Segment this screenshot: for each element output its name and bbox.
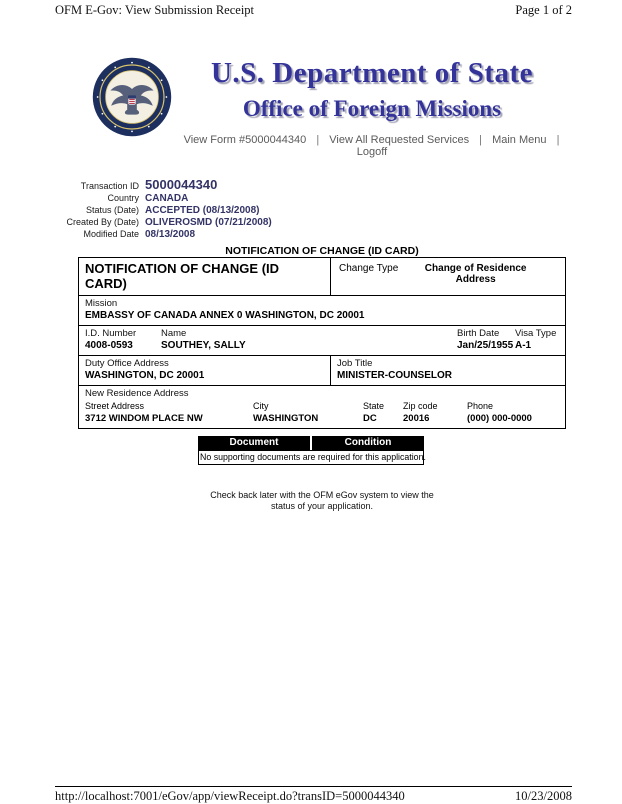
modified-date-value: 08/13/2008 xyxy=(145,229,196,240)
visa-type-value: A-1 xyxy=(515,340,532,351)
state-value: DC xyxy=(363,413,377,424)
street-field xyxy=(85,401,253,424)
form-title-row xyxy=(79,258,565,295)
created-by-value: OLIVEROSMD (07/21/2008) xyxy=(145,217,272,228)
phone-label: Phone xyxy=(467,401,494,411)
duty-office-value: WASHINGTON, DC 20001 xyxy=(85,370,205,381)
modified-date-row xyxy=(35,229,272,240)
name-label: Name xyxy=(161,328,187,339)
change-type-label: Change Type xyxy=(339,263,399,274)
modified-date-label: Modified Date xyxy=(83,229,139,239)
office-title: Office of Foreign Missions xyxy=(242,96,502,121)
status-value: ACCEPTED (08/13/2008) xyxy=(145,205,260,216)
transaction-summary xyxy=(35,177,272,241)
visa-type-label: Visa Type xyxy=(515,328,557,339)
birth-date-value: Jan/25/1955 xyxy=(457,340,514,351)
duty-job-row xyxy=(79,355,565,385)
street-label: Street Address xyxy=(85,401,145,411)
city-value: WASHINGTON xyxy=(253,413,319,424)
birth-date-label: Birth Date xyxy=(457,328,500,339)
print-footer-url: http://localhost:7001/eGov/app/viewReceipt.do?transID=5000044340 xyxy=(55,789,405,803)
notification-form-table xyxy=(78,257,566,429)
duty-office-field xyxy=(79,356,331,385)
agency-title: U.S. Department of State xyxy=(210,57,534,89)
check-back-note xyxy=(55,490,589,512)
birth-date-field xyxy=(451,328,514,351)
zip-field xyxy=(403,401,467,424)
country-row xyxy=(35,193,272,204)
zip-value: 20016 xyxy=(403,413,430,424)
status-label: Status (Date) xyxy=(85,205,139,215)
print-page-number: Page 1 of 2 xyxy=(515,3,572,17)
nav-logoff-link[interactable]: Logoff xyxy=(356,146,388,158)
print-footer xyxy=(55,786,572,804)
documents-note: No supporting documents are required for this application. xyxy=(198,450,424,465)
name-value: SOUTHEY, SALLY xyxy=(161,340,246,351)
new-residence-row xyxy=(79,385,565,428)
change-type-value: Change of Residence Address xyxy=(424,263,527,285)
phone-value: (000) 000-0000 xyxy=(467,413,532,424)
print-footer-date: 10/23/2008 xyxy=(515,789,572,803)
print-header-title: OFM E-Gov: View Submission Receipt xyxy=(55,3,255,17)
nav-separator: | xyxy=(316,134,320,146)
visa-type-field xyxy=(509,328,565,351)
check-back-note-line2: status of your application. xyxy=(270,501,374,511)
transaction-id-row xyxy=(35,177,272,192)
country-value: CANADA xyxy=(145,193,189,204)
id-number-value: 4008-0593 xyxy=(85,340,133,351)
job-title-label: Job Title xyxy=(337,358,373,369)
condition-column-header: Condition xyxy=(312,436,424,450)
identity-row xyxy=(79,325,565,355)
new-residence-label: New Residence Address xyxy=(85,388,189,399)
status-row xyxy=(35,205,272,216)
nav-view-all-services-link[interactable]: View All Requested Services xyxy=(329,134,470,146)
zip-label: Zip code xyxy=(403,401,438,411)
city-label: City xyxy=(253,401,269,411)
state-field xyxy=(363,401,403,424)
document-column-header: Document xyxy=(198,436,312,450)
form-section-title: NOTIFICATION OF CHANGE (ID CARD) xyxy=(225,245,419,257)
city-field xyxy=(253,401,363,424)
state-department-seal-icon xyxy=(92,57,172,137)
masthead xyxy=(78,53,572,158)
mission-row xyxy=(79,295,565,325)
new-residence-columns xyxy=(85,401,559,424)
transaction-id-label: Transaction ID xyxy=(80,181,139,191)
id-number-field xyxy=(79,328,155,351)
change-type-cell xyxy=(331,258,565,295)
created-by-row xyxy=(35,217,272,228)
check-back-note-line1: Check back later with the OFM eGov system to view the xyxy=(210,490,434,500)
state-label: State xyxy=(363,401,385,411)
job-title-field xyxy=(331,356,565,385)
transaction-id-value: 5000044340 xyxy=(145,177,218,192)
mission-label: Mission xyxy=(85,298,118,309)
nav-bar xyxy=(172,134,572,158)
print-header xyxy=(55,3,572,18)
phone-field xyxy=(467,401,559,424)
job-title-value: MINISTER-COUNSELOR xyxy=(337,370,452,381)
country-label: Country xyxy=(107,193,139,203)
created-by-label: Created By (Date) xyxy=(66,217,139,227)
street-value: 3712 WINDOM PLACE NW xyxy=(85,413,203,424)
duty-office-label: Duty Office Address xyxy=(85,358,169,369)
form-card-title: NOTIFICATION OF CHANGE (ID CARD) xyxy=(79,258,331,295)
nav-separator: | xyxy=(479,134,483,146)
id-number-label: I.D. Number xyxy=(85,328,137,339)
masthead-titles xyxy=(172,53,572,158)
documents-table xyxy=(198,436,424,465)
mission-value: EMBASSY OF CANADA ANNEX 0 WASHINGTON, DC 20001 xyxy=(85,310,365,321)
documents-header-row xyxy=(198,436,424,450)
nav-main-menu-link[interactable]: Main Menu xyxy=(492,134,547,146)
name-field xyxy=(155,328,451,351)
nav-view-form-link[interactable]: View Form #5000044340 xyxy=(183,134,307,146)
nav-separator: | xyxy=(556,134,560,146)
